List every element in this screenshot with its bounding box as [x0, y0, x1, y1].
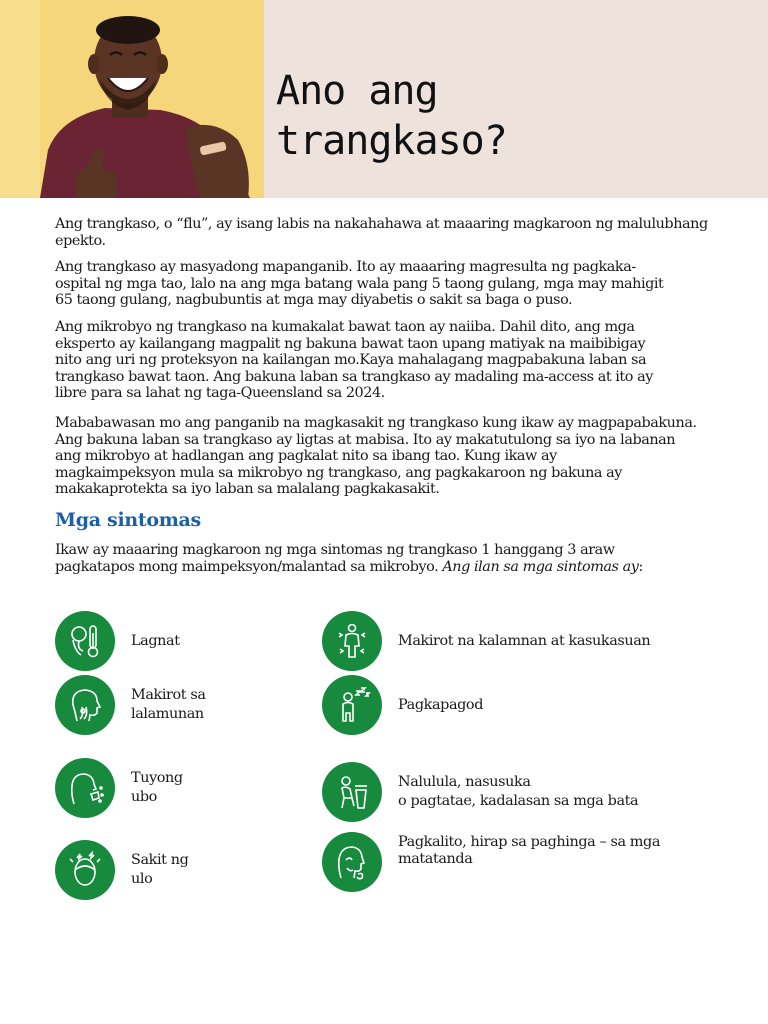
symptom-label-line: Makirot sa [131, 687, 206, 703]
thermometer-icon [55, 611, 115, 671]
intro-paragraph-3 [55, 319, 751, 402]
text-line: trangkaso bawat taon. Ang bakuna laban sa trangkaso ay madaling ma-access at ito ay [55, 368, 653, 385]
text-line: nito ang uri ng proteksyon na kailangan mo.Kaya mahalagang magpabakuna laban sa [55, 352, 647, 369]
symptoms-intro [55, 542, 751, 575]
header-photo [0, 0, 264, 198]
symptom-label-line: Pagkalito, hirap sa paghinga – sa mga [398, 833, 661, 850]
text-line: 65 taong gulang, nagbubuntis at mga may diyabetis o sakit sa baga o puso. [55, 292, 573, 309]
symptom-label-line: Lagnat [131, 632, 180, 649]
symptom-nausea [322, 762, 638, 822]
symptom-label-line: Nalulula, nasusuka [398, 774, 531, 790]
intro-paragraph-1 [55, 216, 751, 249]
intro-paragraph-4 [55, 415, 751, 498]
text-line: ang mikrobyo at hadlangan ang pagkalat nito sa ibang tao. Kung ikaw ay [55, 448, 557, 465]
page-title [276, 66, 507, 166]
symptom-label [131, 769, 183, 807]
symptom-label-line: Makirot na kalamnan at kasukasuan [398, 632, 651, 649]
text-line: Ang bakuna laban sa trangkaso ay ligtas at mabisa. Ito ay makatutulong sa iyo na labanan [55, 431, 676, 448]
text-line: Ang trangkaso, o “flu”, ay isang labis na nakahahawa at maaaring magkaroon ng malulubhang [55, 216, 708, 232]
symptom-body-ache [322, 611, 650, 671]
header-banner [0, 0, 768, 198]
title-line-1: Ano ang [276, 68, 438, 114]
intro-paragraph-2 [55, 259, 751, 309]
symptom-label [398, 696, 483, 715]
body-ache-icon [322, 611, 382, 671]
text-line: Ang mikrobyo ng trangkaso na kumakalat bawat taon ay naiiba. Dahil dito, ang mga [55, 318, 635, 335]
nausea-icon [322, 762, 382, 822]
symptom-label [131, 632, 180, 651]
text-line: eksperto ay kailangang magpalit ng bakuna bawat taon upang matiyak na maibibigay [55, 335, 646, 352]
breathing-icon [322, 832, 382, 892]
symptom-label [131, 851, 188, 889]
symptom-label [398, 773, 638, 811]
text-line: Ang trangkaso ay masyadong mapanganib. Ito ay maaaring magresulta ng pagkaka- [55, 259, 636, 276]
text-line: ospital ng mga tao, lalo na ang mga batang wala pang 5 taong gulang, mga may mahigit [55, 275, 664, 292]
symptom-label-line: ulo [131, 871, 153, 887]
text-line: makakaprotekta sa iyo laban sa malalang pagkakasakit. [55, 481, 440, 498]
symptom-label [398, 632, 650, 651]
text-line: magkaimpeksyon mula sa mikrobyo ng trangkaso, ang pagkakaroon ng bakuna ay [55, 464, 622, 481]
symptom-confusion-breathing [322, 832, 660, 892]
symptom-label [131, 686, 206, 724]
symptom-label-line: matatanda [398, 850, 473, 867]
text-line: epekto. [55, 232, 106, 249]
symptom-label-line: Sakit ng [131, 852, 189, 868]
symptom-dry-cough [55, 758, 183, 818]
text-italic: Ang ilan sa mga sintomas ay [442, 558, 639, 575]
symptom-label-line: ubo [131, 789, 157, 805]
symptom-fever [55, 611, 180, 671]
text-line: libre para sa lahat ng taga-Queensland sa 2024. [55, 385, 385, 402]
main-content [55, 216, 751, 585]
symptom-label-line: o pagtatae, kadalasan sa mga bata [398, 793, 639, 809]
symptom-fatigue [322, 675, 483, 735]
text-plain: : [638, 558, 643, 575]
fatigue-icon [322, 675, 382, 735]
symptoms-heading: Mga sintomas [55, 508, 201, 531]
text-line: Ikaw ay maaaring magkaroon ng mga sintomas ng trangkaso 1 hanggang 3 araw [55, 541, 615, 558]
text-line: Mababawasan mo ang panganib na magkasakit ng trangkaso kung ikaw ay magpapabakuna. [55, 414, 697, 431]
symptom-label [398, 833, 660, 866]
symptom-label-line: Tuyong [131, 770, 183, 786]
symptom-sore-throat [55, 675, 206, 735]
symptom-label-line: lalamunan [131, 706, 204, 722]
symptom-label-line: Pagkapagod [398, 696, 484, 713]
cough-icon [55, 758, 115, 818]
symptom-headache [55, 840, 188, 900]
sore-throat-icon [55, 675, 115, 735]
title-line-2: trangkaso? [276, 118, 507, 164]
text-plain: pagkatapos mong maimpeksyon/malantad sa mikrobyo. [55, 558, 443, 575]
text-line [55, 559, 751, 576]
headache-icon [55, 840, 115, 900]
